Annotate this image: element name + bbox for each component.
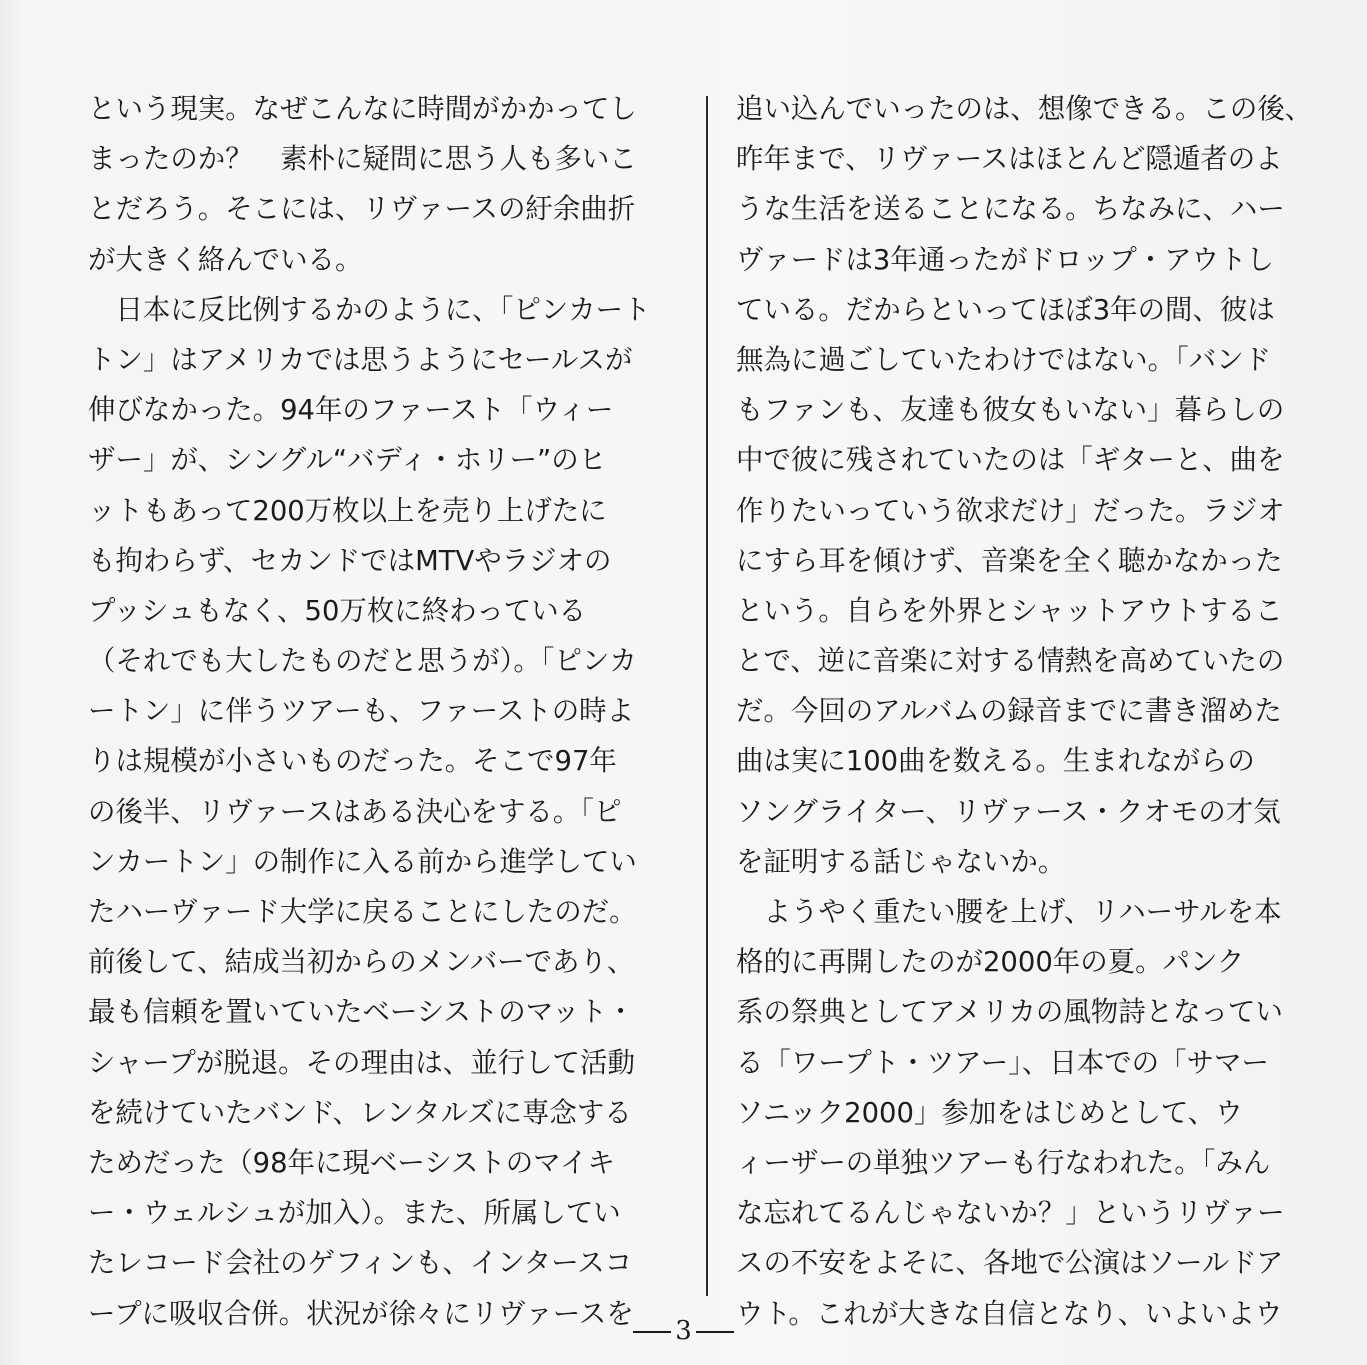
- page-number-right-dash: [696, 1331, 734, 1333]
- text-line: る「ワープト・ツアー」、日本での「サマー: [736, 1045, 1269, 1079]
- text-line: という現実。なぜこんなに時間がかかってし: [88, 92, 637, 125]
- text-line: という。自らを外界とシャットアウトするこ: [736, 593, 1283, 627]
- text-line: も拘わらず、セカンドではMTVやラジオの: [88, 543, 612, 577]
- text-line: とだろう。そこには、リヴァースの紆余曲折: [88, 192, 636, 226]
- text-line: ヴァードは3年通ったがドロップ・アウトし: [736, 242, 1275, 276]
- text-line: を続けていたバンド、レンタルズに専念する: [88, 1095, 632, 1129]
- text-line: ザー」が、シングル“バディ・ホリー”のヒ: [88, 443, 607, 477]
- text-line: 前後して、結成当初からのメンバーであり、: [88, 945, 635, 979]
- text-line: ープに吸収合併。状況が徐々にリヴァースを: [88, 1296, 634, 1330]
- text-line: ートン」に伴うツアーも、ファーストの時よ: [88, 694, 635, 728]
- text-line: 日本に反比例するかのように、「ピンカート: [88, 292, 651, 326]
- text-line: うな生活を送ることになる。ちなみに、ハー: [736, 192, 1285, 226]
- text-line: 追い込んでいったのは、想像できる。この後、: [736, 92, 1313, 125]
- text-line: たレコード会社のゲフィンも、インタースコ: [88, 1246, 633, 1280]
- text-line: （それでも大したものだと思うが）。「ピンカ: [88, 644, 637, 678]
- right-text-column: [736, 84, 1336, 1339]
- text-line: 作りたいっていう欲求だけ」だった。ラジオ: [736, 493, 1285, 527]
- page-number: [0, 1316, 1367, 1346]
- text-line: 最も信頼を置いていたベーシストのマット・: [88, 995, 635, 1029]
- text-line: とで、逆に音楽に対する情熱を高めていたの: [736, 644, 1285, 678]
- text-line: ットもあって200万枚以上を売り上げたに: [88, 493, 607, 527]
- text-line: にすら耳を傾けず、音楽を全く聴かなかった: [736, 543, 1283, 577]
- text-line: ー・ウェルシュが加入）。また、所属してい: [88, 1196, 621, 1230]
- text-line: 昨年まで、リヴァースはほとんど隠遁者のよ: [736, 142, 1283, 176]
- text-line: 系の祭典としてアメリカの風物詩となってい: [736, 995, 1283, 1029]
- left-text-column: [88, 84, 688, 1339]
- text-line: の後半、リヴァースはある決心をする。「ピ: [88, 794, 622, 828]
- text-line: プッシュもなく、50万枚に終わっている: [88, 593, 587, 627]
- text-line: だ。今回のアルバムの録音までに書き溜めた: [736, 694, 1282, 728]
- text-line: もファンも、友達も彼女もいない」暮らしの: [736, 393, 1285, 427]
- text-line: ている。だからといってほぼ3年の間、彼は: [736, 292, 1275, 326]
- text-line: ソニック2000」参加をはじめとして、ウ: [736, 1095, 1243, 1129]
- text-line: ためだった（98年に現ベーシストのマイキ: [88, 1145, 615, 1179]
- text-line: ソングライター、リヴァース・クオモの才気: [736, 794, 1281, 828]
- text-line: たハーヴァード大学に戻ることにしたのだ。: [88, 895, 637, 928]
- text-line: が大きく絡んでいる。: [88, 242, 363, 276]
- page-number-left-dash: [633, 1331, 671, 1333]
- text-line: スの不安をよそに、各地で公演はソールドア: [736, 1246, 1284, 1280]
- text-line: トン」はアメリカでは思うようにセールスが: [88, 342, 633, 376]
- text-line: 無為に過ごしていたわけではない。「バンド: [736, 342, 1272, 376]
- text-line: を証明する話じゃないか。: [736, 844, 1066, 878]
- page-number-value: 3: [675, 1316, 692, 1346]
- text-line: ウト。これが大きな自信となり、いよいよウ: [736, 1296, 1283, 1330]
- text-line: 伸びなかった。94年のファースト「ウィー: [88, 393, 614, 427]
- text-line: りは規模が小さいものだった。そこで97年: [88, 744, 617, 778]
- text-line: シャープが脱退。その理由は、並行して活動: [88, 1045, 635, 1079]
- text-line: 中で彼に残されていたのは「ギターと、曲を: [736, 443, 1285, 477]
- text-line: まったのか？ 素朴に疑問に思う人も多いこ: [88, 142, 637, 176]
- text-line: ようやく重たい腰を上げ、リハーサルを本: [736, 895, 1282, 928]
- text-line: 曲は実に100曲を数える。生まれながらの: [736, 744, 1255, 778]
- text-line: 格的に再開したのが2000年の夏。パンク: [736, 945, 1245, 979]
- text-line: ィーザーの単独ツアーも行なわれた。「みん: [736, 1145, 1271, 1179]
- text-line: な忘れてるんじゃないか？」というリヴァー: [736, 1196, 1285, 1230]
- column-divider: [706, 96, 708, 1296]
- text-line: ンカートン」の制作に入る前から進学してい: [88, 844, 637, 878]
